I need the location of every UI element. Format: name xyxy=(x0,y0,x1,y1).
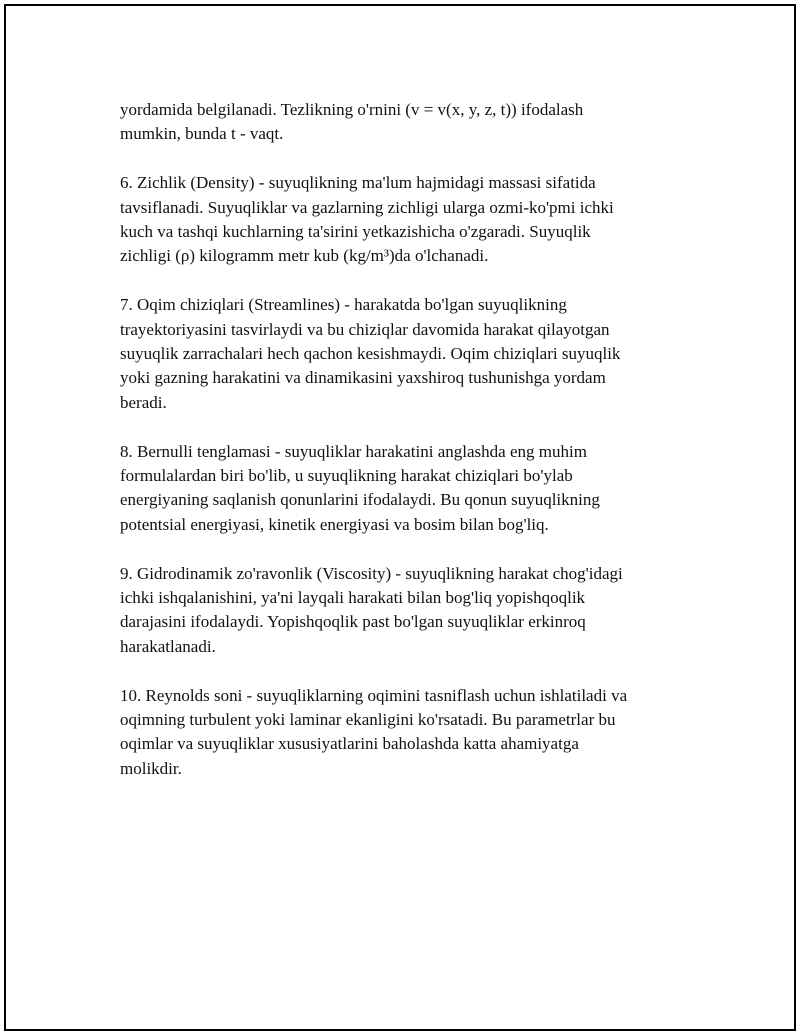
text-line: darajasini ifodalaydi. Yopishqoqlik past bo'lgan suyuqliklar erkinroq xyxy=(120,612,586,632)
text-line: energiyaning saqlanish qonunlarini ifodalaydi. Bu qonun suyuqlikning xyxy=(120,490,600,510)
text-line: trayektoriyasini tasvirlaydi va bu chiziqlar davomida harakat qilayotgan xyxy=(120,319,610,339)
text-line: zichligi (ρ) kilogramm metr kub (kg/m³)da o'lchanadi. xyxy=(120,246,489,266)
text-line: 6. Zichlik (Density) - suyuqlikning ma'lum hajmidagi massasi sifatida xyxy=(120,173,596,193)
paragraph-streamlines xyxy=(120,293,700,415)
text-line: harakatlanadi. xyxy=(120,636,216,656)
text-line: oqimning turbulent yoki laminar ekanligini ko'rsatadi. Bu parametrlar bu xyxy=(120,710,616,730)
document-body xyxy=(120,98,700,806)
paragraph-velocity-continued xyxy=(120,98,700,147)
text-line: mumkin, bunda t - vaqt. xyxy=(120,124,284,144)
text-line: molikdir. xyxy=(120,758,182,778)
text-line: yoki gazning harakatini va dinamikasini yaxshiroq tushunishga yordam xyxy=(120,368,606,388)
document-page xyxy=(4,4,796,1031)
paragraph-bernoulli xyxy=(120,440,700,538)
text-line: 8. Bernulli tenglamasi - suyuqliklar harakatini anglashda eng muhim xyxy=(120,441,587,461)
paragraph-density xyxy=(120,171,700,269)
text-line: 10. Reynolds soni - suyuqliklarning oqimini tasniflash uchun ishlatiladi va xyxy=(120,685,628,705)
text-line: suyuqlik zarrachalari hech qachon kesishmaydi. Oqim chiziqlari suyuqlik xyxy=(120,344,621,364)
text-line: oqimlar va suyuqliklar xususiyatlarini baholashda katta ahamiyatga xyxy=(120,734,579,754)
text-line: beradi. xyxy=(120,392,167,412)
text-line: potentsial energiyasi, kinetik energiyasi va bosim bilan bog'liq. xyxy=(120,514,549,534)
paragraph-reynolds xyxy=(120,684,700,782)
paragraph-viscosity xyxy=(120,562,700,660)
text-line: kuch va tashqi kuchlarning ta'sirini yetkazishicha o'zgaradi. Suyuqlik xyxy=(120,222,591,242)
text-line: ichki ishqalanishini, ya'ni layqali harakati bilan bog'liq yopishqoqlik xyxy=(120,588,586,608)
text-line: tavsiflanadi. Suyuqliklar va gazlarning zichligi ularga ozmi-ko'pmi ichki xyxy=(120,197,614,217)
text-line: 9. Gidrodinamik zo'ravonlik (Viscosity) - suyuqlikning harakat chog'idagi xyxy=(120,563,623,583)
text-line: formulalardan biri bo'lib, u suyuqlikning harakat chiziqlari bo'ylab xyxy=(120,466,573,486)
text-line: 7. Oqim chiziqlari (Streamlines) - harakatda bo'lgan suyuqlikning xyxy=(120,295,567,315)
text-line: yordamida belgilanadi. Tezlikning o'rnini (v = v(x, y, z, t)) ifodalash xyxy=(120,100,584,119)
